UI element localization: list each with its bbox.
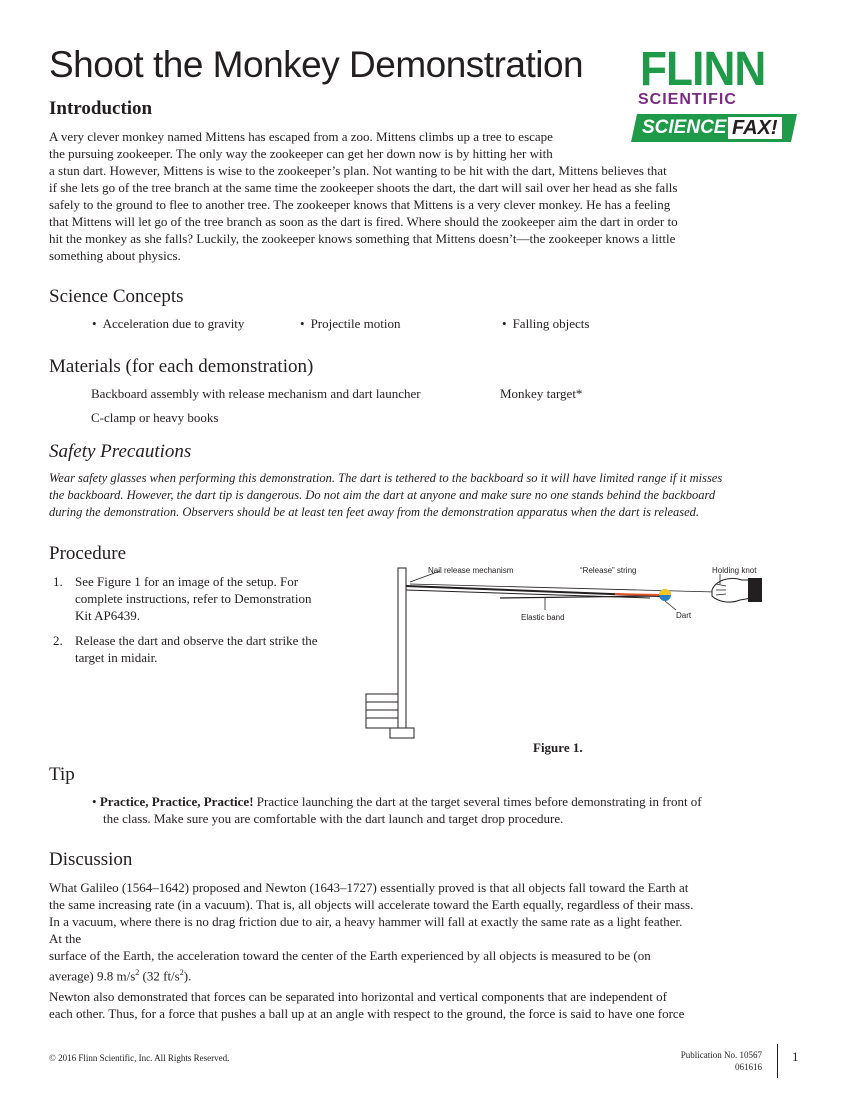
safety-text [49,470,809,521]
book [366,718,398,728]
safety-line: the backboard. However, the dart tip is dangerous. Do not aim the dart at anyone and make sure no one stands behind the backboard [49,488,716,502]
step-number: 2. [53,633,63,648]
step-number: 1. [53,574,63,589]
monkey-target-half [659,589,671,595]
step-line: complete instructions, refer to Demonstration [75,591,312,606]
tip-bold: Practice, Practice, Practice! [99,794,254,809]
tip-rest: Practice launching the dart at the target several times before demonstrating in front of [253,794,702,809]
hand-icon [712,578,762,602]
step-line: target in midair. [75,650,158,665]
footer-copyright: © 2016 Flinn Scientific, Inc. All Rights Reserved. [49,1053,230,1063]
figure-label-band: Elastic band [521,613,565,622]
procedure-step [53,632,363,666]
discussion-heading: Discussion [49,849,133,870]
figure-1-diagram [360,558,770,748]
intro-line: a stun dart. However, Mittens is wise to the zookeeper’s plan. Not wanting to be hit with the dart, Mittens believes that [49,163,667,178]
superscript: 2 [135,968,140,977]
discussion-line [49,964,799,984]
discussion-line: surface of the Earth, the acceleration toward the center of the Earth experienced by all objects is measured to be (on [49,948,651,963]
discussion-line: What Galileo (1564–1642) proposed and Newton (1643–1727) essentially proved is that all objects fall toward the Earth at [49,880,689,895]
page-number: 1 [792,1049,799,1064]
discussion-paragraph-1 [49,879,799,984]
intro-line: hit the monkey as she falls? Luckily, the zookeeper knows something that Mittens doesn’t—the zookeeper knows a little [49,231,676,246]
material-item: Monkey target* [500,386,583,401]
safety-line: during the demonstration. Observers should be at least ten feet away from the demonstration apparatus when the dart is released. [49,505,700,519]
concepts-heading: Science Concepts [49,286,184,307]
text-segment: average) 9.8 m/s [49,968,136,984]
book [366,702,398,710]
logo-sub: SCIENTIFIC [638,91,737,108]
intro-line: something about physics. [49,248,181,263]
concept-item: • Projectile motion [300,316,400,332]
logo-tagline-fax: FAX! [728,117,782,139]
intro-line: if she lets go of the tree branch at the same time the zookeeper shoots the dart, the dart will sail over her head as she falls [49,180,678,195]
step-line: Kit AP6439. [75,608,141,623]
figure-label-knot: Holding knot [712,566,757,575]
intro-line: A very clever monkey named Mittens has escaped from a zoo. Mittens climbs up a tree to escape [49,129,553,144]
discussion-line: each other. Thus, for a force that pushes a ball up at an angle with respect to the ground, the force is said to have one force [49,1006,685,1021]
discussion-paragraph-2 [49,988,799,1022]
book [366,694,398,702]
backboard-base [390,728,414,738]
footer-publication: Publication No. 10567 [680,1050,762,1060]
logo-tagline-science: SCIENCE [642,117,727,138]
material-item: Backboard assembly with release mechanism and dart launcher [91,386,421,401]
concept-item: • Acceleration due to gravity [92,316,244,332]
text-segment: ). [183,968,192,984]
page-title: Shoot the Monkey Demonstration [49,44,584,85]
procedure-heading: Procedure [49,543,127,564]
introduction-heading: Introduction [49,98,153,119]
safety-heading: Safety Precautions [49,441,192,462]
tip-text [92,793,792,827]
tip-heading: Tip [49,764,75,785]
introduction-text [49,128,789,264]
discussion-line: the same increasing rate (in a vacuum). That is, all objects will accelerate toward the Earth equally, regardless of their mass. [49,897,694,912]
figure-label-dart: Dart [676,611,692,620]
discussion-line: In a vacuum, where there is no drag friction due to air, a heavy hammer will fall at exactly the same rate as a light feather. [49,914,683,929]
footer-code: 061616 [735,1062,762,1072]
superscript: 2 [179,968,184,977]
dart-pointer [665,601,676,610]
logo-brand: FLINN [640,43,766,96]
concept-item: • Falling objects [502,316,589,332]
book [366,710,398,718]
step-line: Release the dart and observe the dart strike the [75,633,318,648]
intro-line: the pursuing zookeeper. The only way the zookeeper can get her down now is by hitting her with [49,146,553,161]
figure-caption: Figure 1. [533,740,583,755]
dart [615,594,660,595]
intro-line: that Mittens will let go of the tree branch as soon as the dart is fired. Where should the zookeeper aim the dart in order to [49,214,678,229]
text-segment: (32 ft/s [139,968,180,984]
figure-label-string: “Release” string [580,566,637,575]
procedure-step [53,573,363,624]
discussion-line: Newton also demonstrated that forces can be separated into horizontal and vertical components that are independent of [49,989,667,1004]
footer-divider [777,1044,778,1078]
discussion-line: At the [49,931,82,946]
material-item: C-clamp or heavy books [91,410,219,425]
backboard-post [398,568,406,738]
intro-line: safely to the ground to flee to another tree. The zookeeper knows that Mittens is a very clever monkey. He has a feeling [49,197,671,212]
step-line: See Figure 1 for an image of the setup. For [75,574,299,589]
tip-line: the class. Make sure you are comfortable with the dart launch and target drop procedure. [103,811,564,826]
materials-heading: Materials (for each demonstration) [49,356,314,377]
tip-line: • Practice, Practice, Practice! Practice launching the dart at the target several times before demonstrating in front of [92,794,702,809]
figure-label-release: Nail release mechanism [428,566,514,575]
safety-line: Wear safety glasses when performing this demonstration. The dart is tethered to the backboard so it will have limited range if it misses [49,471,723,485]
